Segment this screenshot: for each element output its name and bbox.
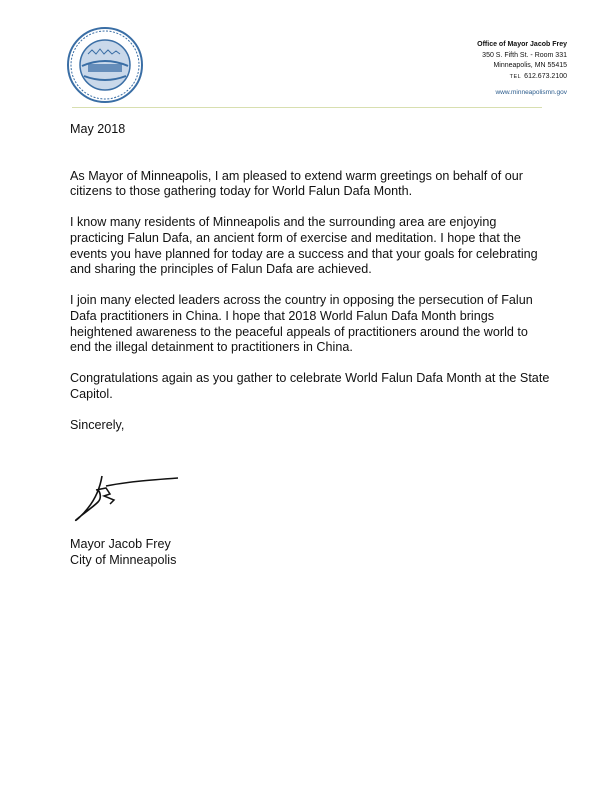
website-link[interactable]: www.minneapolismn.gov bbox=[495, 89, 567, 96]
address-line-1: 350 S. Fifth St. - Room 331 bbox=[482, 51, 567, 59]
signature bbox=[70, 468, 180, 528]
signature-block bbox=[70, 537, 176, 568]
closing: Sincerely, bbox=[70, 418, 125, 433]
paragraph-4: Congratulations again as you gather to celebrate World Falun Dafa Month at the State Capitol. bbox=[70, 371, 550, 401]
paragraph-3: I join many elected leaders across the country in opposing the persecution of Falun Dafa practitioners in China. I hope that 2018 World Falun Dafa Month brings heightened awareness to the peaceful appeals of practitioners around the world to end the illegal detainment to practitioners in China. bbox=[70, 293, 533, 355]
paragraph-1: As Mayor of Minneapolis, I am pleased to extend warm greetings on behalf of our citizens to those gathering today for World Falun Dafa Month. bbox=[70, 168, 523, 199]
letterhead bbox=[477, 40, 567, 99]
letter-body bbox=[70, 122, 550, 449]
phone bbox=[477, 72, 567, 83]
paragraph-2: I know many residents of Minneapolis and the surrounding area are enjoying practicing Falun Dafa, an ancient form of exercise and meditation. I hope that the events you have planned for today are a success and that your goals for celebrating and sharing the principles of Falun Dafa are achieved. bbox=[70, 215, 538, 277]
letter-date: May 2018 bbox=[70, 122, 126, 136]
signer-organization: City of Minneapolis bbox=[70, 552, 177, 567]
city-seal-logo bbox=[66, 26, 144, 104]
header-divider bbox=[72, 107, 542, 108]
signer-name: Mayor Jacob Frey bbox=[70, 537, 171, 551]
office-name: Office of Mayor Jacob Frey bbox=[477, 41, 567, 48]
tel-number: 612.673.2100 bbox=[524, 72, 567, 80]
address-line-2: Minneapolis, MN 55415 bbox=[493, 62, 567, 69]
tel-label: TEL bbox=[509, 73, 522, 80]
